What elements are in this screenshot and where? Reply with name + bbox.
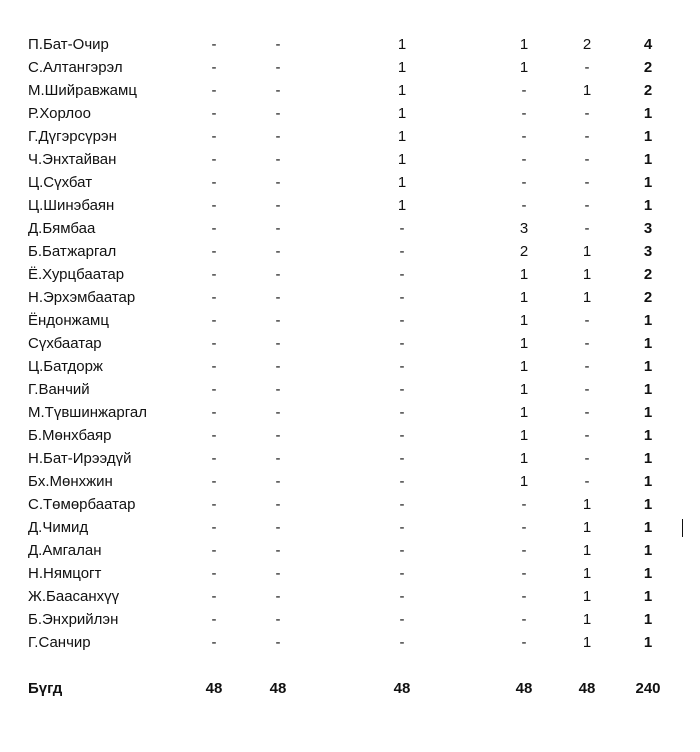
row-name: Б.Мөнхбаяр [28, 427, 112, 444]
totals-row: Бүгд 48 48 48 48 48 240 [28, 677, 678, 700]
row-name: Ц.Шинэбаян [28, 197, 115, 214]
table-row: М.Түвшинжаргал - - - 1 - 1 [28, 401, 678, 424]
row-name: Сүхбаатар [28, 335, 102, 352]
table-row: Р.Хорлоо - - 1 - - 1 [28, 102, 678, 125]
row-name: Н.Бат-Ирээдүй [28, 450, 132, 467]
table-rows [28, 33, 678, 654]
table-row: Д.Чимид - - - - 1 1 [28, 516, 678, 539]
row-name: Р.Хорлоо [28, 105, 91, 122]
table-row: Г.Ванчий - - - 1 - 1 [28, 378, 678, 401]
table-row: С.Алтангэрэл - - 1 1 - 2 [28, 56, 678, 79]
row-name: Ж.Баасанхүү [28, 588, 120, 605]
table-row: С.Төмөрбаатар - - - - 1 1 [28, 493, 678, 516]
row-name: Б.Батжаргал [28, 243, 117, 260]
table-row: Бх.Мөнхжин - - - 1 - 1 [28, 470, 678, 493]
table-row: Сүхбаатар - - - 1 - 1 [28, 332, 678, 355]
row-name: Г.Дүгэрсүрэн [28, 128, 117, 145]
row-name: Г.Ванчий [28, 381, 90, 398]
row-name: Ё.Хурцбаатар [28, 266, 125, 283]
row-name: С.Төмөрбаатар [28, 496, 136, 513]
text-cursor [682, 519, 683, 537]
table-row: Д.Бямбаа - - - 3 - 3 [28, 217, 678, 240]
row-name: Ц.Сүхбат [28, 174, 93, 191]
table-row: Г.Дүгэрсүрэн - - 1 - - 1 [28, 125, 678, 148]
table-row: Н.Нямцогт - - - - 1 1 [28, 562, 678, 585]
row-name: Ёндонжамц [28, 312, 109, 329]
row-name: М.Түвшинжаргал [28, 404, 147, 421]
table-row: Ё.Хурцбаатар - - - 1 1 2 [28, 263, 678, 286]
row-name: Б.Энхрийлэн [28, 611, 119, 628]
table-row: Н.Бат-Ирээдүй - - - 1 - 1 [28, 447, 678, 470]
row-name: Г.Санчир [28, 634, 91, 651]
table-row: Б.Энхрийлэн - - - - 1 1 [28, 608, 678, 631]
row-name: С.Алтангэрэл [28, 59, 123, 76]
row-name: Н.Эрхэмбаатар [28, 289, 136, 306]
table-row: Г.Санчир - - - - 1 1 [28, 631, 678, 654]
table-row: Ц.Батдорж - - - 1 - 1 [28, 355, 678, 378]
row-name: М.Шийравжамц [28, 82, 137, 99]
row-name: П.Бат-Очир [28, 36, 109, 53]
row-name: Ц.Батдорж [28, 358, 103, 375]
table-row: Б.Батжаргал - - - 2 1 3 [28, 240, 678, 263]
table-row: Ж.Баасанхүү - - - - 1 1 [28, 585, 678, 608]
table-row: Ц.Сүхбат - - 1 - - 1 [28, 171, 678, 194]
table-row: Ц.Шинэбаян - - 1 - - 1 [28, 194, 678, 217]
table-row: Д.Амгалан - - - - 1 1 [28, 539, 678, 562]
table-row: Н.Эрхэмбаатар - - - 1 1 2 [28, 286, 678, 309]
row-name: Д.Чимид [28, 519, 89, 536]
row-name: Бх.Мөнхжин [28, 473, 113, 490]
table-row: П.Бат-Очир - - 1 1 2 4 [28, 33, 678, 56]
row-name: Д.Амгалан [28, 542, 102, 559]
row-name: Н.Нямцогт [28, 565, 102, 582]
row-name: Д.Бямбаа [28, 220, 96, 237]
table-row: Ёндонжамц - - - 1 - 1 [28, 309, 678, 332]
totals-label: Бүгд [28, 680, 63, 697]
table-row: М.Шийравжамц - - 1 - 1 2 [28, 79, 678, 102]
table-row: Ч.Энхтайван - - 1 - - 1 [28, 148, 678, 171]
table-row: Б.Мөнхбаяр - - - 1 - 1 [28, 424, 678, 447]
results-table [28, 33, 678, 700]
row-name: Ч.Энхтайван [28, 151, 117, 168]
